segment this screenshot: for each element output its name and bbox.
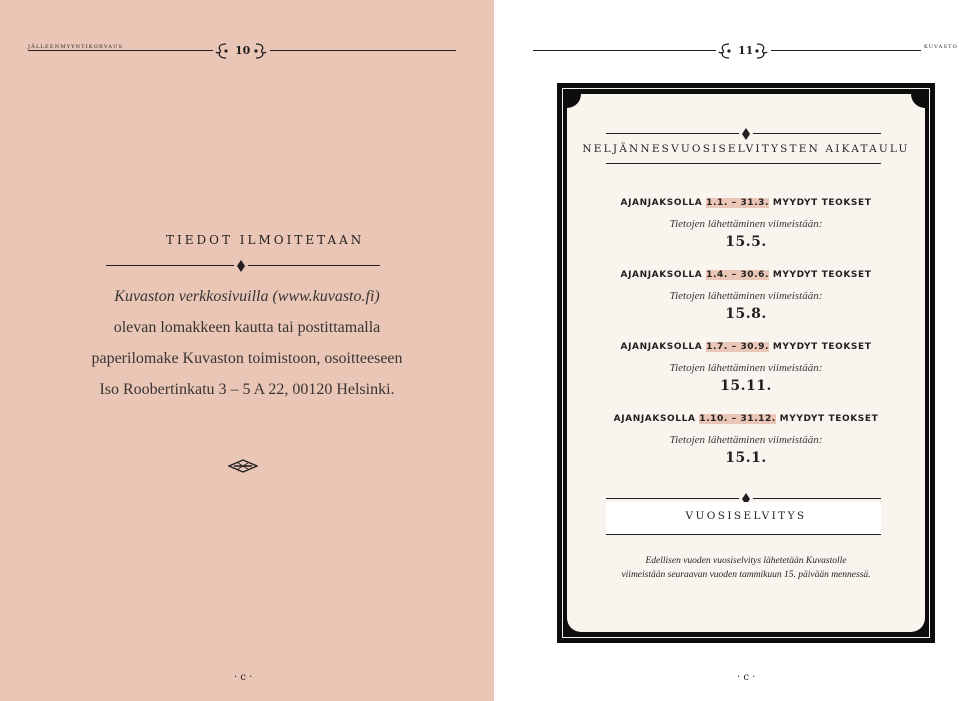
period-range: 1.4. – 30.6. <box>706 270 770 280</box>
schedule-title: NELJÄNNESVUOSISELVITYSTEN AIKATAULU <box>582 143 910 155</box>
period-range: 1.7. – 30.9. <box>706 342 770 352</box>
period-prefix: AJANJAKSOLLA <box>620 198 703 208</box>
annual-title: VUOSISELVITYS <box>685 510 807 522</box>
period-prefix: AJANJAKSOLLA <box>620 270 703 280</box>
corner-ornament-icon <box>567 618 581 632</box>
diamond-divider-icon <box>236 260 246 272</box>
corner-ornament-icon <box>911 618 925 632</box>
period-suffix: MYYDYT TEOKSET <box>772 342 872 352</box>
body-line-3: paperilomake Kuvaston toimistoon, osoitteeseen <box>91 350 403 367</box>
left-title: TIEDOT ILMOITETAAN <box>166 233 365 247</box>
left-header-label: jälleenmyyntikorvaus <box>28 41 124 50</box>
schedule-divider-left <box>606 133 739 134</box>
corner-ornament-icon <box>567 94 581 108</box>
left-scroll-ornament-icon <box>214 42 230 60</box>
annual-note-line-2: viimeistään seuraavan vuoden tammikuun 15. päivään mennessä. <box>621 570 871 580</box>
period-subtitle-3: Tietojen lähettäminen viimeistään: <box>669 362 823 374</box>
right-header-rule-left <box>533 50 716 51</box>
right-scroll-ornament-icon <box>717 42 733 60</box>
period-subtitle-4: Tietojen lähettäminen viimeistään: <box>669 434 823 446</box>
decorative-flourish-icon <box>228 459 258 473</box>
annual-title-underline <box>606 534 881 535</box>
period-prefix: AJANJAKSOLLA <box>613 414 696 424</box>
left-header-rule-right <box>270 50 456 51</box>
period-title-1 <box>567 198 925 208</box>
title-divider-right <box>248 265 380 266</box>
period-subtitle-2: Tietojen lähettäminen viimeistään: <box>669 290 823 302</box>
right-page-number: 11 <box>738 44 754 57</box>
annual-divider-right <box>753 498 881 499</box>
left-page-number: 10 <box>235 44 251 57</box>
period-deadline-2: 15.8. <box>725 306 767 322</box>
period-deadline-3: 15.11. <box>720 378 772 394</box>
period-prefix: AJANJAKSOLLA <box>620 342 703 352</box>
period-title-3 <box>567 342 925 352</box>
left-footer: · c · <box>234 672 253 683</box>
period-suffix: MYYDYT TEOKSET <box>779 414 879 424</box>
body-line-2: olevan lomakkeen kautta tai postittamalla <box>113 319 381 336</box>
right-scroll-ornament-right-icon <box>753 42 769 60</box>
schedule-title-underline <box>606 163 881 164</box>
body-line-4: Iso Roobertinkatu 3 – 5 A 22, 00120 Helsinki. <box>99 381 395 398</box>
right-header-rule-right <box>771 50 921 51</box>
schedule-divider-right <box>753 133 881 134</box>
left-scroll-ornament-right-icon <box>252 42 268 60</box>
period-deadline-1: 15.5. <box>725 234 767 250</box>
left-header-rule-left <box>28 50 213 51</box>
period-title-4 <box>567 414 925 424</box>
right-footer: · c · <box>737 672 756 683</box>
period-range: 1.1. – 31.3. <box>706 198 770 208</box>
period-range: 1.10. – 31.12. <box>699 414 776 424</box>
annual-divider-left <box>606 498 739 499</box>
corner-ornament-icon <box>911 94 925 108</box>
annual-note-line-1: Edellisen vuoden vuosiselvitys lähetetään Kuvastolle <box>645 556 847 566</box>
right-header-label: kuvasto <box>924 41 958 50</box>
title-divider-left <box>106 265 234 266</box>
body-line-1: Kuvaston verkkosivuilla (www.kuvasto.fi) <box>114 288 380 305</box>
period-suffix: MYYDYT TEOKSET <box>772 270 872 280</box>
period-suffix: MYYDYT TEOKSET <box>772 198 872 208</box>
diamond-divider-icon <box>741 128 751 140</box>
period-deadline-4: 15.1. <box>725 450 767 466</box>
period-title-2 <box>567 270 925 280</box>
period-subtitle-1: Tietojen lähettäminen viimeistään: <box>669 218 823 230</box>
